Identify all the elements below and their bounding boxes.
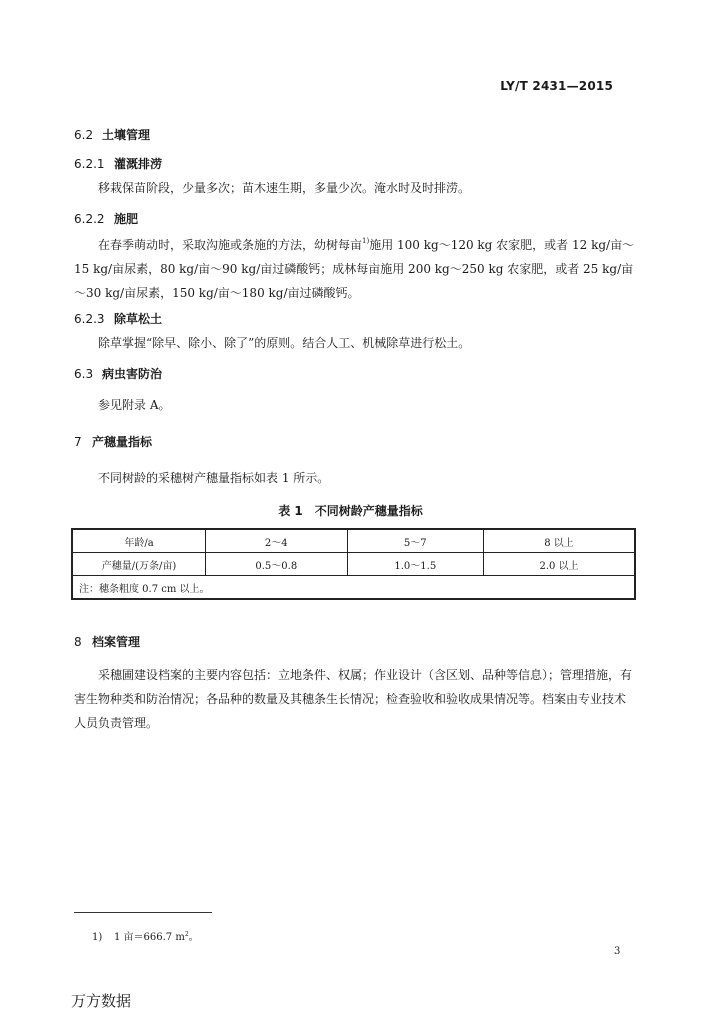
section-number: 6.2.1 <box>74 157 105 171</box>
section-title: 病虫害防治 <box>102 367 163 381</box>
section-title: 除草松土 <box>114 312 163 326</box>
section-title: 档案管理 <box>92 635 141 649</box>
table-cell: 0.5～0.8 <box>206 553 347 576</box>
table-cell: 5～7 <box>347 529 484 553</box>
table-caption: 表 1 不同树龄产穗量指标 <box>278 504 423 518</box>
page-number: 3 <box>614 946 621 957</box>
fertilization-text-b: 施用 100 kg～120 kg 农家肥，或者 12 kg/亩～15 kg/亩尿素，80 kg/亩～90 kg/亩过磷酸钙；成林每亩施用 200 kg～250 kg 农家肥，或者 25 kg/亩～30 kg/亩尿素，150 kg/亩～180 kg/亩过磷酸钙。 <box>74 238 635 300</box>
table-cell: 2～4 <box>206 529 347 553</box>
heading-8 <box>74 633 140 650</box>
table-cell: 产穗量/(万条/亩) <box>72 553 206 576</box>
fertilization-text-a: 在春季萌动时，采取沟施或条施的方法，幼树每亩 <box>98 238 363 252</box>
yield-table <box>71 528 636 600</box>
table-cell: 年龄/a <box>72 529 206 553</box>
table-note-row <box>72 576 635 600</box>
table-row <box>72 529 635 553</box>
table-cell: 1.0～1.5 <box>347 553 484 576</box>
section-number: 6.2.3 <box>74 312 105 326</box>
heading-6-2 <box>74 126 150 143</box>
paragraph-fertilization <box>74 233 636 305</box>
table-cell: 2.0 以上 <box>484 553 635 576</box>
watermark: 万方数据 <box>71 992 132 1010</box>
section-number: 7 <box>74 435 82 449</box>
paragraph-weeding: 除草掌握“除早、除小、除了”的原则。结合人工、机械除草进行松土。 <box>98 336 471 350</box>
section-number: 6.2.2 <box>74 212 105 226</box>
heading-6-2-1 <box>74 155 162 172</box>
table-row <box>72 553 635 576</box>
footnote <box>92 928 199 943</box>
paragraph-irrigation: 移栽保苗阶段，少量多次；苗木速生期，多量少次。淹水时及时排涝。 <box>98 181 471 195</box>
section-title: 土壤管理 <box>102 128 151 142</box>
table-cell: 8 以上 <box>484 529 635 553</box>
section-number: 6.3 <box>74 367 94 381</box>
heading-7 <box>74 433 152 450</box>
table-note: 注：穗条粗度 0.7 cm 以上。 <box>72 576 635 600</box>
section-title: 灌溉排涝 <box>114 157 163 171</box>
heading-6-3 <box>74 365 162 382</box>
paragraph-archive: 采穗圃建设档案的主要内容包括：立地条件、权属；作业设计（含区划、品种等信息）；管理措施，有害生物种类和防治情况；各品种的数量及其穗条生长情况；检查验收和验收成果情况等。档案由专业技术人员负责管理。 <box>74 668 633 730</box>
paragraph-yield: 不同树龄的采穗树产穗量指标如表 1 所示。 <box>98 471 330 485</box>
paragraph-pest: 参见附录 A。 <box>98 398 171 412</box>
footnote-text-end: 。 <box>188 932 199 943</box>
footnote-ref[interactable]: 1) <box>362 237 370 245</box>
section-number: 6.2 <box>74 128 94 142</box>
heading-6-2-2 <box>74 210 138 227</box>
footnote-text: 1 亩＝666.7 m <box>114 932 185 943</box>
section-title: 产穗量指标 <box>92 435 153 449</box>
footnote-superscript: 2 <box>184 931 189 938</box>
section-number: 8 <box>74 635 82 649</box>
heading-6-2-3 <box>74 310 162 327</box>
standard-number: LY/T 2431—2015 <box>500 79 613 93</box>
footnote-id: 1) <box>92 932 103 943</box>
section-title: 施肥 <box>114 212 139 226</box>
footnote-divider <box>74 912 212 913</box>
